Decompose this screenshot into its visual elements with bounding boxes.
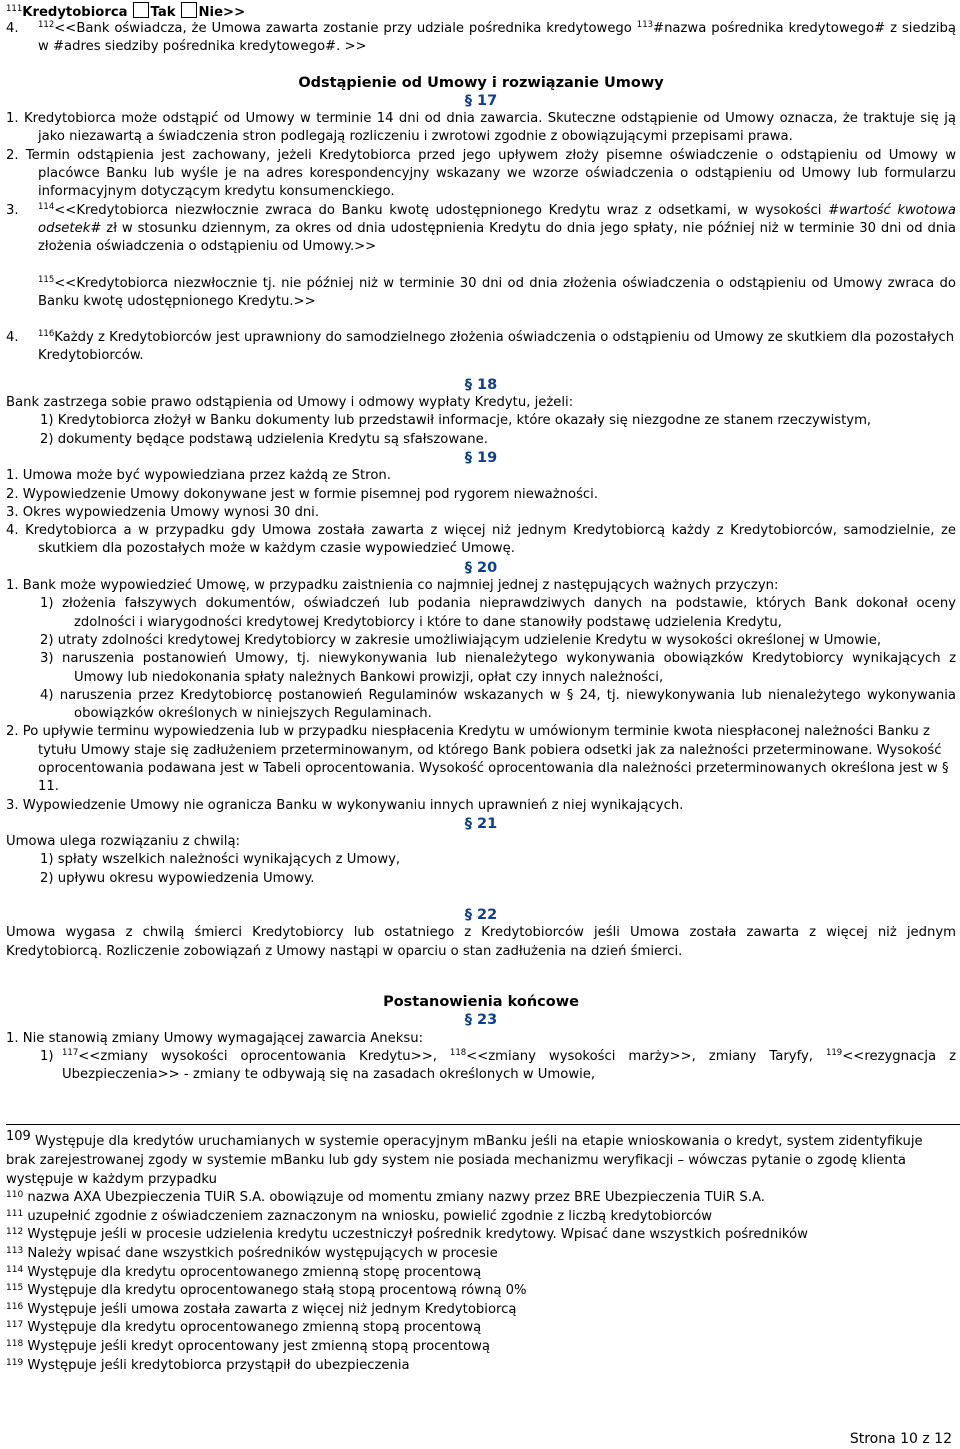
intermediary-clause: 4. $^{112}$<<Bank oświadcza, że Umowa zawarta zostanie przy udziale pośrednika kredytowego $^{113}$#nazwa pośrednika kredytowego# z siedzibą w #adres siedziby pośrednika kredytowego#. >> xyxy=(6,20,956,55)
footnote-109 xyxy=(6,1129,956,1189)
section-heading-withdrawal: Odstąpienie od Umowy i rozwiązanie Umowy xyxy=(298,74,664,91)
para20-item-3: 3. Wypowiedzenie Umowy nie ogranicza Banku w wykonywaniu innych uprawnień z niej wynikających. xyxy=(6,797,684,813)
para21-item-1: 1) spłaty wszelkich należności wynikających z Umowy, xyxy=(40,852,401,868)
para20-item-2: 2. Po upływie terminu wypowiedzenia lub w przypadku niespłacenia Kredytu w umówionym terminie kwota niespłaconej należności Banku z tytułu Umowy staje się zadłużeniem przeterminowanym, od którego Bank pobiera odsetki jak za należności przeterminowane. Wysokość oprocentowania podawana jest w Tabeli oprocentowania. Wysokość oprocentowania dla należności przeterminowanych określona jest w § 11. xyxy=(6,724,949,795)
footnote-text: uzupełnić zgodnie z oświadczeniem zaznaczonym na wniosku, powielić zgodnie z liczbą kredytobiorców xyxy=(27,1208,713,1224)
footnote-number: 113 xyxy=(6,1246,24,1256)
para19-item-4: 4. Kredytobiorca a w przypadku gdy Umowa została zawarta z więcej niż jednym Kredytobiorcą każdy z Kredytobiorców, samodzielnie, ze skutkiem dla pozostałych może w każdym czasie wypowiedzieć Umowę. xyxy=(6,523,956,557)
para17-item-3: 3. $^{114}$<<Kredytobiorca niezwłocznie zwraca do Banku kwotę udostępnionego Kredytu wraz z odsetkami, w wysokości #wartość kwotowa odsetek# zł w stosunku dziennym, za okres od dnia udostępnienia Kredytu do dnia jego spłaty, nie później niż w terminie 30 dni od dnia złożenia oświadczenia o odstąpieniu od Umowy.>> xyxy=(6,201,956,255)
footnote-116 xyxy=(6,1301,956,1320)
footnote-text: Występuje jeśli kredyt oprocentowany jest zmienną stopą procentową xyxy=(27,1338,490,1354)
footnote-text: Występuje jeśli kredytobiorca przystąpił do ubezpieczenia xyxy=(27,1357,410,1373)
footnote-number: 118 xyxy=(6,1338,24,1349)
para20-item-1-2: 2) utraty zdolności kredytowej Kredytobiorcy w zakresie umożliwiającym udzielenie Kredytu w wysokości określonej w Umowie, xyxy=(40,632,882,648)
footnote-119 xyxy=(6,1357,956,1376)
para18-item-1: 1) Kredytobiorca złożył w Banku dokumenty lub przedstawił informacje, które okazały się niezgodne ze stanem rzeczywistym, xyxy=(40,413,872,429)
footnote-separator xyxy=(6,1124,960,1125)
para17-item-3-alt: $^{115}$<<Kredytobiorca niezwłocznie tj. nie później niż w terminie 30 dni od dnia złożenia oświadczenia o odstąpieniu od Umowy zwraca do Banku kwotę udostępnionego Kredytu.>> xyxy=(38,274,956,309)
footnote-number: 111 xyxy=(6,1208,24,1219)
footnote-110 xyxy=(6,1189,956,1208)
footnote-text: Należy wpisać dane wszystkich pośredników występujących w procesie xyxy=(27,1246,498,1261)
para20-item-1-1: 1) złożenia fałszywych dokumentów, oświadczeń lub podania nieprawdziwych danych na podstawie, których Bank dokonał oceny zdolności i wiarygodności kredytowej Kredytobiorcy i które to dane stanowiły podstawę udzielenia Kredytu, xyxy=(40,596,956,630)
footnote-ref: 111 xyxy=(6,4,23,14)
footnote-117 xyxy=(6,1319,956,1338)
para18-item-2: 2) dokumenty będące podstawą udzielenia Kredytu są sfałszowane. xyxy=(40,431,488,447)
borrower-label: Kredytobiorca xyxy=(22,5,128,20)
footnote-111 xyxy=(6,1208,956,1227)
borrower-line xyxy=(6,2,956,20)
para17-item-2: 2. Termin odstąpienia jest zachowany, jeżeli Kredytobiorca przed jego upływem złoży pisemne oświadczenie o odstąpieniu od Umowy w placówce Banku lub wyśle je na adres korespondencyjny wskazany we wzorze oświadczenia o odstąpieniu od Umowy lub formularzu informacyjnym dotyczącym kredytu konsumenckiego. xyxy=(6,147,956,200)
para20-item-1: 1. Bank może wypowiedzieć Umowę, w przypadku zaistnienia co najmniej jednej z następujących ważnych przyczyn: xyxy=(6,578,779,594)
footnote-number: 115 xyxy=(6,1283,24,1294)
para20-item-1-4: 4) naruszenia przez Kredytobiorcę postanowień Regulaminów wskazanych w § 24, tj. niewykonywania lub nienależytego wykonywania obowiązków określonych w niniejszych Regulaminach. xyxy=(40,687,956,722)
footnote-112 xyxy=(6,1226,956,1245)
footnote-115 xyxy=(6,1282,956,1301)
para21-item-2: 2) upływu okresu wypowiedzenia Umowy. xyxy=(40,870,315,886)
para23-item-1: 1. Nie stanowią zmiany Umowy wymagającej zawarcia Aneksu: xyxy=(6,1030,424,1046)
paragraph-20-heading: § 20 xyxy=(464,559,498,576)
tak-label: Tak xyxy=(150,5,176,20)
paragraph-18-heading: § 18 xyxy=(464,376,498,393)
footnote-number: 116 xyxy=(6,1301,24,1312)
footnote-text: Występuje dla kredytu oprocentowanego zmienną stopą procentową xyxy=(27,1320,482,1336)
para21-intro: Umowa ulega rozwiązaniu z chwilą: xyxy=(6,834,240,850)
paragraph-22-heading: § 22 xyxy=(464,907,498,924)
footnote-text: Występuje dla kredytów uruchamianych w systemie operacyjnym mBanku jeśli na etapie wnioskowania o kredyt, system zidentyfikuje brak zarejestrowanej zgody w systemie mBanku lub gdy system nie posiada mechanizmu weryfikacji – wówczas pytanie o zgodę klienta występuje w każdym przypadku xyxy=(6,1134,923,1187)
footnote-113 xyxy=(6,1245,956,1264)
paragraph-23-heading: § 23 xyxy=(464,1012,498,1029)
footnote-number: 112 xyxy=(6,1227,24,1238)
paragraph-19-heading: § 19 xyxy=(464,449,498,466)
para23-item-1-1: 1) $^{117}$<<zmiany wysokości oprocentowania Kredytu>>, $^{118}$<<zmiany wysokości marży>>, zmiany Taryfy, $^{119}$<<rezygnacja z Ubezpieczenia>> - zmiany te odbywają się na zasadach określonych w Umowie, xyxy=(40,1047,956,1083)
footnote-text: nazwa AXA Ubezpieczenia TUiR S.A. obowiązuje od momentu zmiany nazwy przez BRE Ubezpieczenia TUiR S.A. xyxy=(27,1190,765,1206)
footnote-text: Występuje dla kredytu oprocentowanego stałą stopą procentową równą 0% xyxy=(27,1283,527,1299)
checkbox-nie[interactable] xyxy=(181,2,197,18)
section-heading-final: Postanowienia końcowe xyxy=(383,993,579,1010)
para22-text: Umowa wygasa z chwilą śmierci Kredytobiorcy lub ostatniego z Kredytobiorców jeśli Umowa została zawarta z więcej niż jednym Kredytobiorcą. Rozliczenie zobowiązań z Umowy nastąpi w oparciu o stan zadłużenia na dzień śmierci. xyxy=(6,925,956,959)
para17-item-4: 4. $^{116}$Każdy z Kredytobiorców jest uprawniony do samodzielnego złożenia oświadczenia o odstąpieniu od Umowy ze skutkiem dla pozostałych Kredytobiorców. xyxy=(6,329,955,364)
page-number: Strona 10 z 12 xyxy=(849,1431,952,1447)
footnote-number: 110 xyxy=(6,1190,24,1201)
document-page xyxy=(6,2,956,1375)
para20-item-1-3: 3) naruszenia postanowień Umowy, tj. niewykonywania lub nienależytego wykonywania obowiązków Kredytobiorcy wynikających z Umowy lub niedokonania spłaty należnych Bankowi prowizji, opłat czy innych należności, xyxy=(40,651,956,685)
footnote-number: 117 xyxy=(6,1320,24,1331)
paragraph-21-heading: § 21 xyxy=(464,815,498,832)
footnote-number: 114 xyxy=(6,1264,24,1275)
para19-item-2: 2. Wypowiedzenie Umowy dokonywane jest w formie pisemnej pod rygorem nieważności. xyxy=(6,486,599,502)
para18-intro: Bank zastrzega sobie prawo odstąpienia od Umowy i odmowy wypłaty Kredytu, jeżeli: xyxy=(6,395,574,411)
footnotes-list xyxy=(6,1129,956,1375)
footnote-text: Występuje jeśli umowa została zawarta z więcej niż jednym Kredytobiorcą xyxy=(27,1301,517,1317)
footnote-text: Występuje dla kredytu oprocentowanego zmienną stopę procentową xyxy=(27,1264,482,1280)
paragraph-17-heading: § 17 xyxy=(464,92,498,109)
footnote-number: 119 xyxy=(6,1357,24,1368)
para19-item-3: 3. Okres wypowiedzenia Umowy wynosi 30 dni. xyxy=(6,504,320,520)
footnote-number: 109 xyxy=(6,1129,31,1145)
footnote-118 xyxy=(6,1338,956,1357)
para19-item-1: 1. Umowa może być wypowiedziana przez każdą ze Stron. xyxy=(6,468,391,484)
para17-item-1: 1. Kredytobiorca może odstąpić od Umowy w terminie 14 dni od dnia zawarcia. Skuteczne odstąpienie od Umowy oznacza, że traktuje się ją jako niezawartą a świadczenia stron podlegają rozliczeniu i zwrotowi zgodnie z obowiązującymi przepisami prawa. xyxy=(6,111,956,145)
checkbox-tak[interactable] xyxy=(133,2,149,18)
nie-label: Nie>> xyxy=(198,5,246,20)
footnote-text: Występuje jeśli w procesie udzielenia kredytu uczestniczył pośrednik kredytowy. Wpisać dane wszystkich pośredników xyxy=(27,1227,808,1243)
footnote-114 xyxy=(6,1264,956,1283)
